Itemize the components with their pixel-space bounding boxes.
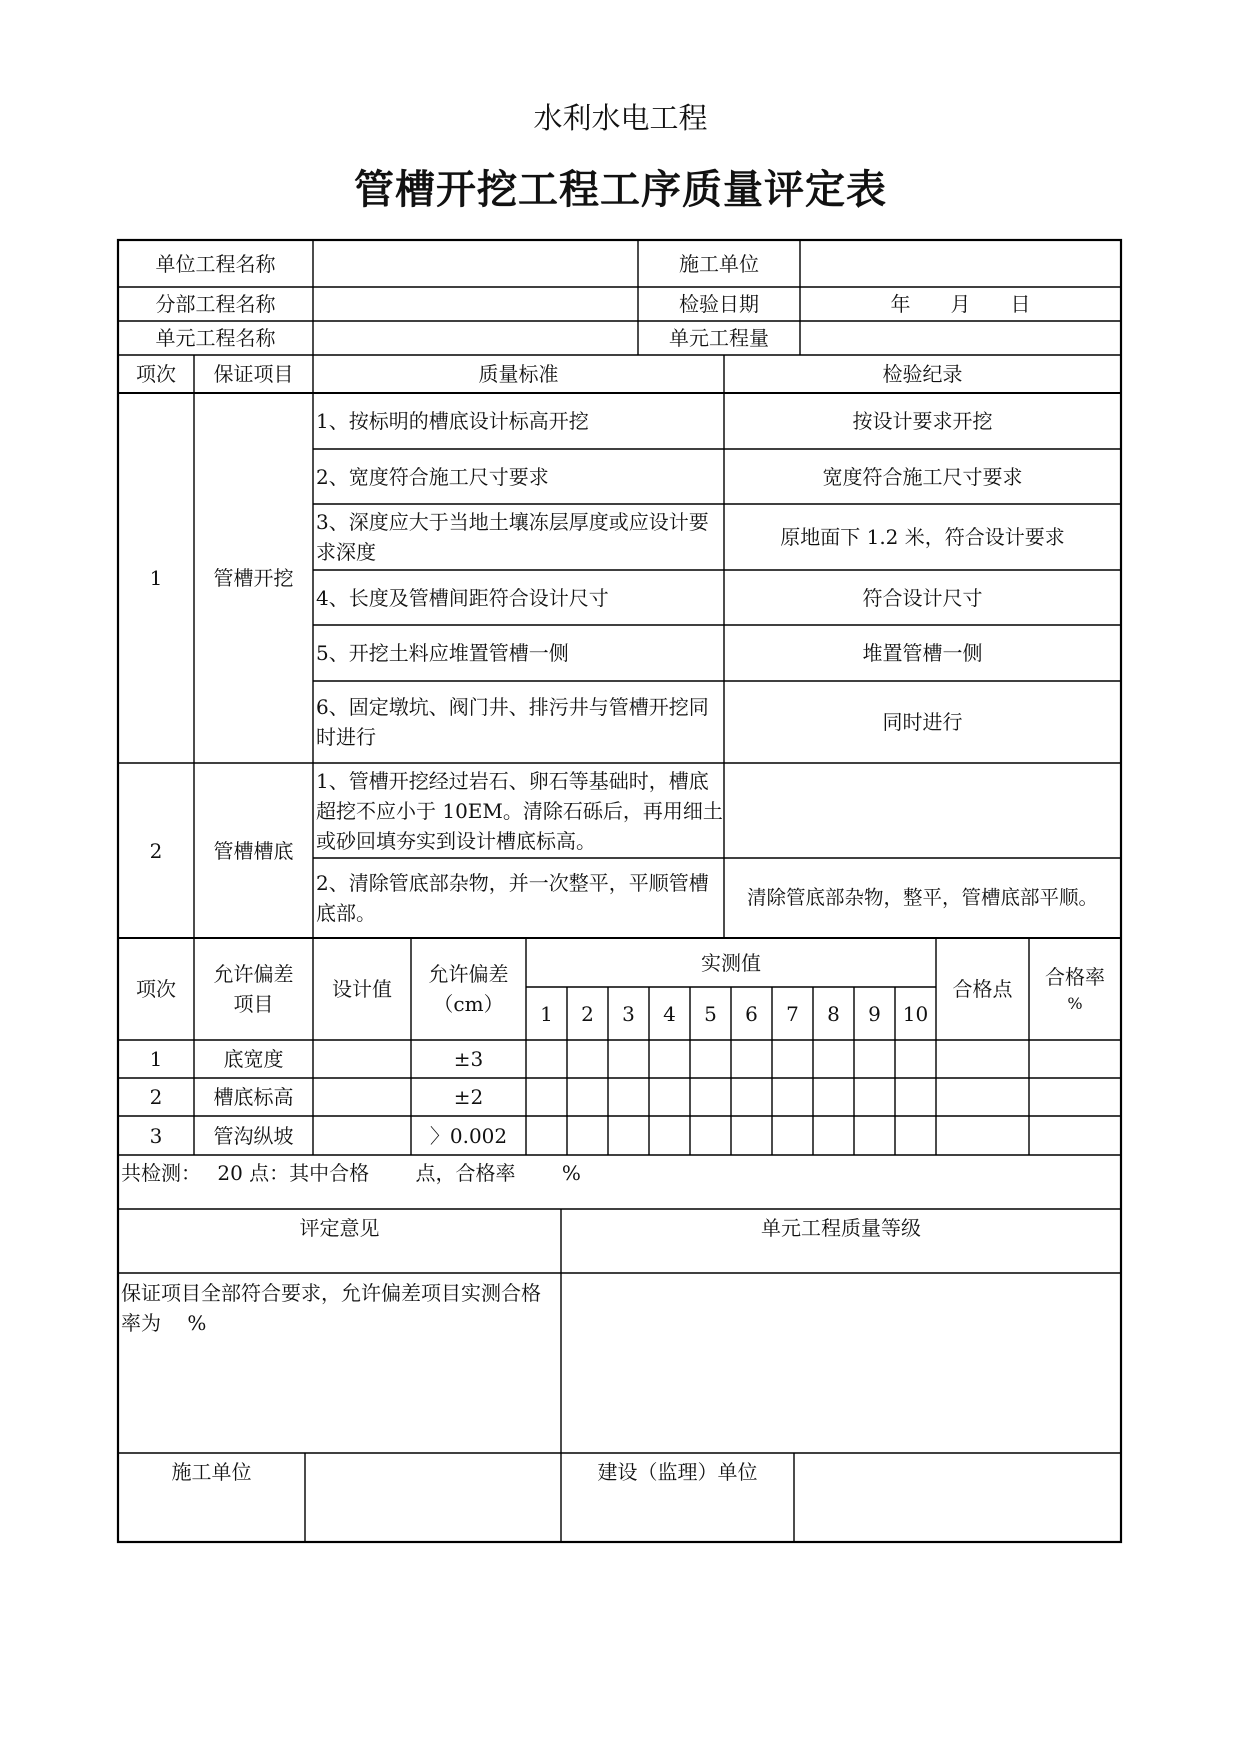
group-2-no: 2 bbox=[149, 838, 163, 863]
quality-header-record: 检验纪录 bbox=[882, 362, 963, 386]
standard-2-2: 2、清除管底部杂物，并一次整平，平顺管槽底部。 bbox=[316, 871, 709, 925]
deviation-row-2-item: 槽底标高 bbox=[213, 1085, 294, 1109]
contractor-field[interactable] bbox=[800, 240, 1121, 287]
record-1-3: 原地面下 1.2 米，符合设计要求 bbox=[780, 525, 1065, 549]
unit-project-name-label: 单位工程名称 bbox=[155, 251, 276, 276]
signature-owner-field[interactable] bbox=[794, 1453, 1121, 1542]
deviation-header-pass-points: 合格点 bbox=[952, 977, 1013, 1001]
record-1-2: 宽度符合施工尺寸要求 bbox=[822, 464, 1023, 489]
deviation-header-tolerance-line1: 允许偏差 bbox=[428, 962, 509, 986]
standard-1-1: 1、按标明的槽底设计标高开挖 bbox=[316, 409, 589, 433]
deviation-header-pass-rate bbox=[1029, 938, 1121, 1040]
measure-col-7: 7 bbox=[786, 1001, 799, 1026]
evaluation-opinion-label: 评定意见 bbox=[299, 1216, 380, 1240]
standard-1-6: 6、固定墩坑、阀门井、排污井与管槽开挖同时进行 bbox=[316, 695, 709, 749]
signature-owner-label: 建设（监理）单位 bbox=[597, 1460, 758, 1484]
deviation-row-2-tolerance: ±2 bbox=[453, 1085, 484, 1109]
unit-project-name-field[interactable] bbox=[313, 240, 638, 287]
group-1-name: 管槽开挖 bbox=[213, 566, 294, 590]
measure-col-10: 10 bbox=[902, 1001, 929, 1026]
deviation-header-item-line1: 允许偏差 bbox=[213, 962, 294, 986]
deviation-header-tolerance-line2: （cm） bbox=[433, 992, 504, 1016]
deviation-row-2-no: 2 bbox=[149, 1085, 163, 1109]
evaluation-opinion-text: 保证项目全部符合要求，允许偏差项目实测合格率为 % bbox=[121, 1281, 541, 1335]
sub-project-name-field[interactable] bbox=[313, 287, 638, 321]
group-1-no: 1 bbox=[149, 566, 163, 590]
measure-col-8: 8 bbox=[827, 1001, 840, 1026]
form-title: 管槽开挖工程工序质量评定表 bbox=[354, 167, 887, 213]
inspection-date-field[interactable]: 年 月 日 bbox=[890, 292, 1031, 316]
measure-col-2: 2 bbox=[581, 1001, 594, 1026]
standard-1-2: 2、宽度符合施工尺寸要求 bbox=[316, 464, 549, 489]
signature-contractor-label: 施工单位 bbox=[171, 1460, 252, 1484]
element-project-name-field[interactable] bbox=[313, 321, 638, 355]
measure-col-6: 6 bbox=[745, 1001, 758, 1026]
measure-col-9: 9 bbox=[868, 1001, 881, 1026]
standard-1-4: 4、长度及管槽间距符合设计尺寸 bbox=[316, 585, 609, 610]
element-quantity-label: 单元工程量 bbox=[669, 326, 769, 350]
signature-contractor-field[interactable] bbox=[305, 1453, 561, 1542]
deviation-header-design-value: 设计值 bbox=[332, 977, 392, 1001]
record-1-6: 同时进行 bbox=[882, 710, 963, 734]
quality-header-guarantee-item: 保证项目 bbox=[213, 362, 294, 386]
measure-col-1: 1 bbox=[540, 1001, 553, 1026]
record-1-1: 按设计要求开挖 bbox=[852, 409, 993, 433]
deviation-header-item-line2: 项目 bbox=[233, 992, 274, 1016]
inspection-date-label: 检验日期 bbox=[679, 292, 759, 316]
element-quantity-field[interactable] bbox=[800, 321, 1121, 355]
quality-header-item-no: 项次 bbox=[136, 362, 176, 386]
record-1-5: 堆置管槽一侧 bbox=[862, 641, 983, 665]
deviation-row-3-no: 3 bbox=[149, 1123, 163, 1148]
deviation-row-1-tolerance: ±3 bbox=[453, 1047, 484, 1071]
standard-1-5: 5、开挖土料应堆置管槽一侧 bbox=[316, 641, 569, 665]
summary-line: 共检测： 20 点：其中合格 点，合格率 % bbox=[121, 1161, 581, 1185]
sub-project-name-label: 分部工程名称 bbox=[155, 292, 276, 316]
measure-col-4: 4 bbox=[663, 1001, 676, 1026]
deviation-row-1-item: 底宽度 bbox=[223, 1047, 284, 1071]
record-2-2: 清除管底部杂物，整平，管槽底部平顺。 bbox=[746, 886, 1098, 910]
quality-grade-label: 单元工程质量等级 bbox=[761, 1216, 921, 1240]
standard-2-1: 1、管槽开挖经过岩石、卵石等基础时，槽底超挖不应小于 10EM。清除石砾后，再用细土或砂回填夯实到设计槽底标高。 bbox=[316, 768, 723, 853]
deviation-row-3-tolerance: 〉0.002 bbox=[429, 1123, 508, 1148]
quality-header-standard: 质量标准 bbox=[478, 362, 559, 386]
record-2-1 bbox=[724, 763, 1121, 858]
measure-col-5: 5 bbox=[704, 1001, 717, 1026]
deviation-header-pass-rate-line1: 合格率 bbox=[1045, 965, 1105, 989]
contractor-label: 施工单位 bbox=[679, 251, 759, 276]
measure-col-3: 3 bbox=[622, 1001, 635, 1026]
deviation-header-item bbox=[194, 938, 313, 1040]
record-1-4: 符合设计尺寸 bbox=[862, 585, 983, 610]
deviation-row-3-item: 管沟纵坡 bbox=[213, 1123, 294, 1148]
element-project-name-label: 单元工程名称 bbox=[155, 326, 276, 350]
deviation-header-pass-rate-line2: % bbox=[1067, 994, 1083, 1013]
form-subtitle: 水利水电工程 bbox=[533, 101, 708, 135]
deviation-header-tolerance bbox=[411, 938, 526, 1040]
deviation-header-measured: 实测值 bbox=[701, 950, 761, 975]
standard-1-3: 3、深度应大于当地土壤冻层厚度或应设计要求深度 bbox=[316, 510, 709, 564]
deviation-row-1-no: 1 bbox=[149, 1047, 163, 1071]
group-2-name: 管槽槽底 bbox=[213, 838, 294, 863]
quality-grade-field[interactable] bbox=[561, 1273, 1121, 1453]
deviation-header-item-no: 项次 bbox=[136, 977, 176, 1001]
